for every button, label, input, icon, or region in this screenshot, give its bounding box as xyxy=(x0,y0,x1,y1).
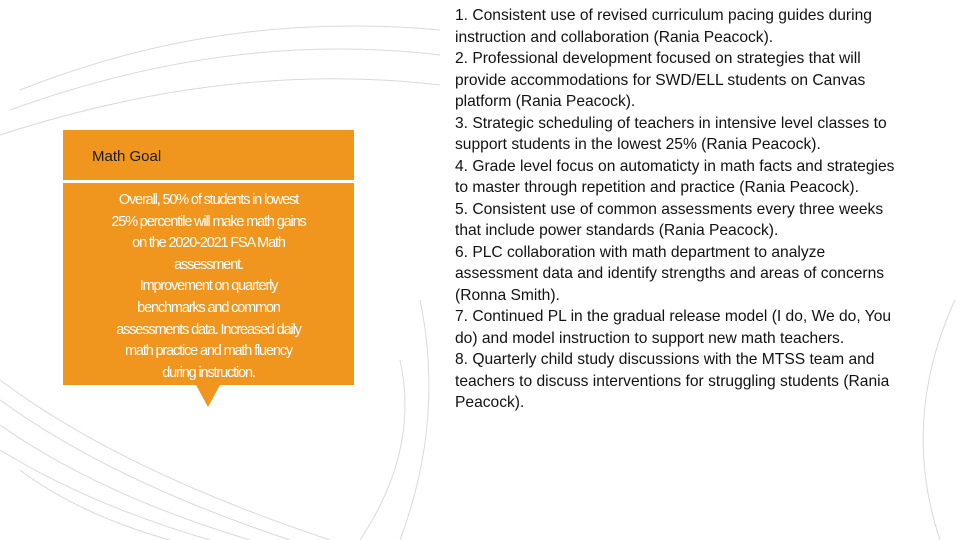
strategy-list xyxy=(455,5,905,414)
strategy-item: 6. PLC collaboration with math department to analyze assessment data and identify strengths and areas of concerns (Ronna Smith). xyxy=(455,243,885,304)
strategy-item: 1. Consistent use of revised curriculum pacing guides during instruction and collaboration (Rania Peacock). xyxy=(455,7,872,46)
strategy-item: 4. Grade level focus on automaticty in math facts and strategies to master through repetition and practice (Rania Peacock). xyxy=(455,157,895,196)
goal-body-box xyxy=(63,183,354,385)
strategy-item: 7. Continued PL in the gradual release model (I do, We do, You do) and model instruction to support new math teachers. xyxy=(455,308,892,347)
strategy-item: 5. Consistent use of common assessments every three weeks that include power standards (Rania Peacock). xyxy=(455,200,884,239)
goal-header-box xyxy=(63,130,354,180)
strategy-item: 3. Strategic scheduling of teachers in intensive level classes to support students in the lowest 25% (Rania Peacock). xyxy=(455,114,887,153)
callout-pointer xyxy=(196,385,220,407)
strategy-item: 2. Professional development focused on strategies that will provide accommodations for SWD/ELL students on Canvas platform (Rania Peacock). xyxy=(455,50,866,110)
goal-title: Math Goal xyxy=(92,148,162,165)
strategy-item: 8. Quarterly child study discussions with the MTSS team and teachers to discuss interventions for struggling students (Rania Peacock). xyxy=(455,351,890,411)
goal-description: Overall, 50% of students in lowest 25% percentile will make math gains on the 2020-2021 FSA Math assessment. Improvement on quarterly benchmarks and common assessments data. Increased daily math practice and math fluency during instruction. xyxy=(111,192,306,381)
